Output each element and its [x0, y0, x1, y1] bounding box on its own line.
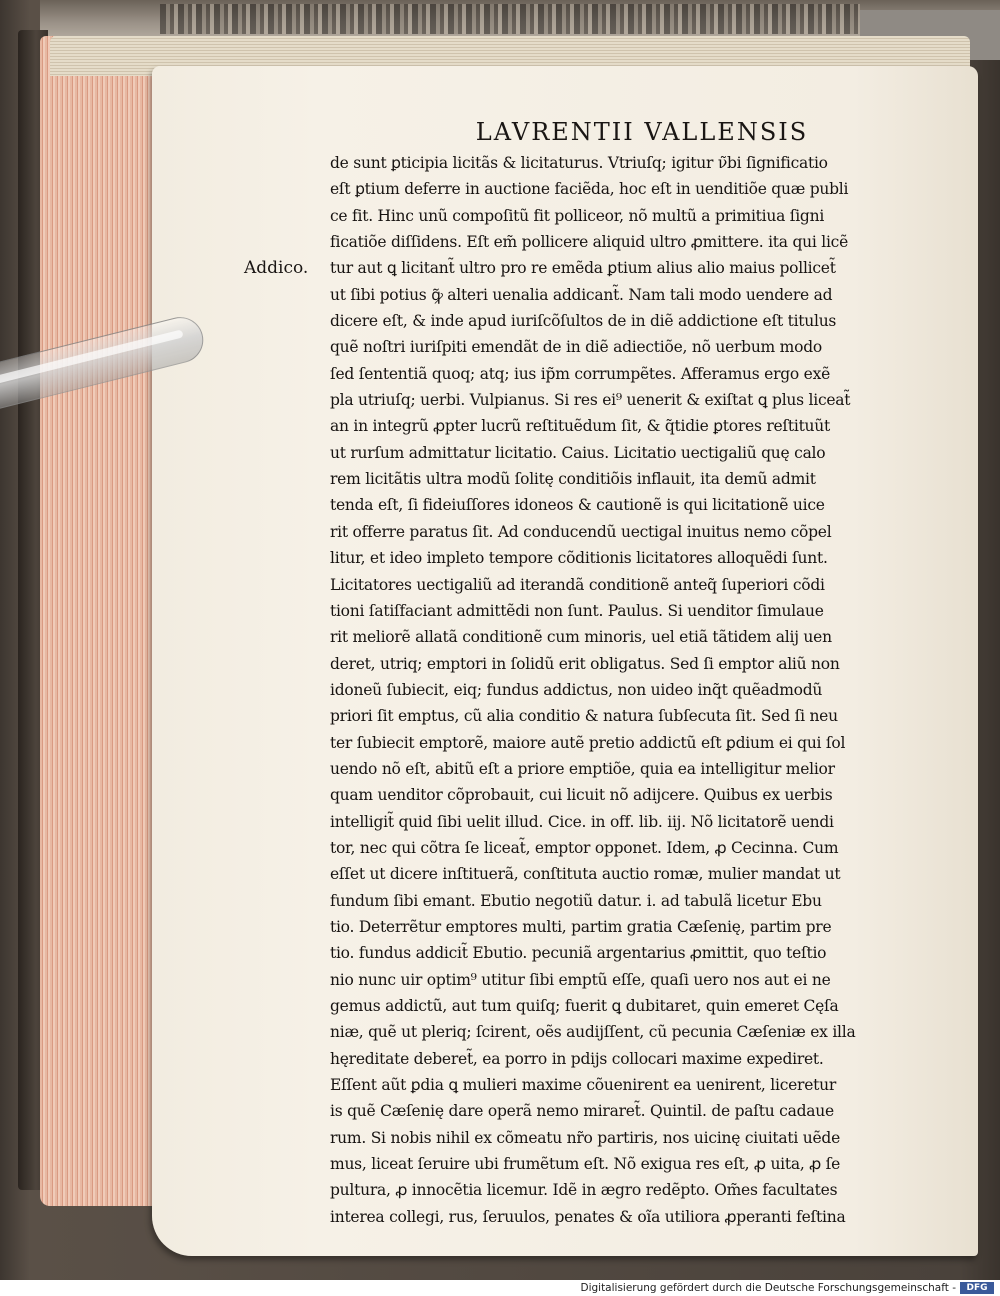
text-line: ter ſubiecit emptorẽ, maiore autẽ pretio addictũ eſt ꝑdium ei qui ſol	[330, 733, 846, 752]
text-line: pla utriuſq; uerbi. Vulpianus. Si res ei⁹ uenerit & exiſtat ꝗ plus liceat̃	[330, 391, 851, 410]
text-line: rit offerre paratus ſit. Ad conducendũ uectigal inuitus nemo cõpel	[330, 522, 832, 541]
text-line: ce fit. Hinc unũ compoſitũ fit polliceor, nõ multũ a primitiua ſigni	[330, 206, 825, 225]
page-stack-edge	[40, 36, 160, 1206]
text-line: intelligit̃ quid ſibi uelit illud. Cice. in off. lib. iij. Nõ licitatorẽ uendi	[330, 812, 834, 831]
text-line: tur aut ꝗ licitant̃ ultro pro re emẽda ꝑtium alius alio maius pollicet̃	[330, 259, 836, 278]
text-line: rit meliorẽ allatã conditionẽ cum minoris, uel etiã tãtidem alij uen	[330, 628, 832, 647]
text-line: uendo nõ eſt, abitũ eſt a priore emptiõe, quia ea intelligitur melior	[330, 759, 835, 778]
marginal-note: Addico.	[244, 258, 309, 278]
text-line: Licitatores uectigaliũ ad iterandã conditionẽ anteq̃ ſuperiori cõdi	[330, 575, 825, 594]
previous-leaf-texture	[160, 4, 860, 34]
text-line: ſed ſententiã quoq; atq; ius ip̃m corrumpẽtes. Afferamus ergo exẽ	[330, 364, 831, 383]
text-line: de sunt ꝑticipia licitãs & licitaturus. Vtriuſq; igitur ν̃bi ſignificatio	[330, 154, 828, 172]
text-line: interea collegi, rus, ſeruulos, penates & oĩa utiliora ꝓperanti feſtina	[330, 1207, 846, 1226]
text-line: an in integrũ ꝓpter lucrũ reſtituẽdum ſit, & q̃tidie ꝑtores reſtituũt	[330, 417, 831, 436]
text-line: Eſſent aũt ꝑdia ꝗ mulieri maxime cõuenirent ea uenirent, liceretur	[330, 1076, 837, 1095]
text-line: ficatiõe diſſidens. Eſt em̃ pollicere aliquid ultro ꝓmittere. ita qui licẽ	[330, 233, 849, 252]
text-line: tio. fundus addicit̃ Ebutio. pecuniã argentarius ꝓmittit, quo teſtio	[330, 944, 827, 963]
text-line: mus, liceat ſeruire ubi frumẽtum eſt. Nõ exigua res eſt, ꝓ uita, ꝓ ſe	[330, 1155, 841, 1174]
text-line: hęreditate deberet̃, ea porro in pdijs collocari maxime expediret.	[330, 1049, 824, 1068]
text-line: tio. Deterrẽtur emptores multi, partim gratia Cæſenię, partim pre	[330, 917, 832, 936]
text-line: is quẽ Cæſenię dare operã nemo miraret̃. Quintil. de paſtu cadaue	[330, 1102, 834, 1121]
text-line: rem licitãtis ultra modũ ſolitę conditiõis inflauit, ita demũ admit	[330, 470, 816, 489]
text-line: ut ſibi potius ꝙ̃ alteri uenalia addicant̃. Nam tali modo uendere ad	[330, 285, 833, 304]
text-line: eſt ꝑtium deferre in auctione faciẽda, hoc eſt in uenditiõe quæ publi	[330, 180, 849, 199]
text-line: quam uenditor cõprobauit, cui licuit nõ adijcere. Quibus ex uerbis	[330, 786, 833, 805]
text-line: litur, et ideo impleto tempore cõditionis licitatores alloquẽdi ſunt.	[330, 549, 828, 568]
running-head: LAVRENTII VALLENSIS	[475, 118, 809, 146]
text-line: tioni ſatiſfaciant admittẽdi non ſunt. Paulus. Si uenditor ſimulaue	[330, 601, 824, 620]
text-line: quẽ noſtri iuriſpiti emendãt de in diẽ adiectiõe, nõ uerbum modo	[330, 338, 822, 357]
text-line: pultura, ꝓ innocẽtia licemur. Idẽ in ægro redẽpto. Om̃es facultates	[330, 1181, 838, 1200]
footer-credit: Digitalisierung gefördert durch die Deutsche Forschungsgemeinschaft -	[580, 1282, 956, 1294]
text-line: ut rurſum admittatur licitatio. Caius. Licitatio uectigaliũ quę calo	[330, 443, 826, 462]
text-line: niæ, quẽ ut pleriq; ſcirent, oẽs audijſſent, cũ pecunia Cæſeniæ ex illa	[330, 1023, 856, 1042]
text-line: rum. Si nobis nihil ex cõmeatu nr̃o partiris, nos uicinę ciuitati uẽde	[330, 1128, 840, 1147]
text-line: tor, nec qui cõtra ſe liceat̃, emptor opponet. Idem, ꝓ Cecinna. Cum	[330, 838, 839, 857]
text-line: idoneũ ſubiecit, eiq; fundus addictus, non uideo inq̃t quẽadmodũ	[330, 680, 823, 699]
text-line: eſſet ut dicere inſtituerã, conſtituta auctio romæ, mulier mandat ut	[330, 865, 841, 884]
text-line: priori ſit emptus, cũ alia conditio & natura ſubſecuta ſit. Sed ſi neu	[330, 707, 838, 726]
dfg-logo: DFG	[960, 1282, 994, 1294]
text-line: tenda eſt, ſi fideiuſſores idoneos & cautionẽ is qui licitationẽ uice	[330, 496, 825, 515]
text-line: gemus addictũ, aut tum quiſq; fuerit ꝗ dubitaret, quin emeret Cęſa	[330, 997, 839, 1015]
text-line: deret, utriq; emptori in ſolidũ erit obligatus. Sed ſi emptor aliũ non	[330, 654, 840, 673]
text-line: fundum ſibi emant. Ebutio negotiũ datur. i. ad tabulã licetur Ebu	[330, 891, 822, 910]
text-line: dicere eſt, & inde apud iuriſcõſultos de in diẽ addictione eſt titulus	[330, 312, 837, 331]
text-line: nio nunc uir optim⁹ utitur ſibi emptũ eſſe, quaſi uero nos aut ei ne	[330, 970, 831, 989]
footer-bar	[0, 1280, 1000, 1296]
body-text	[330, 150, 930, 1226]
